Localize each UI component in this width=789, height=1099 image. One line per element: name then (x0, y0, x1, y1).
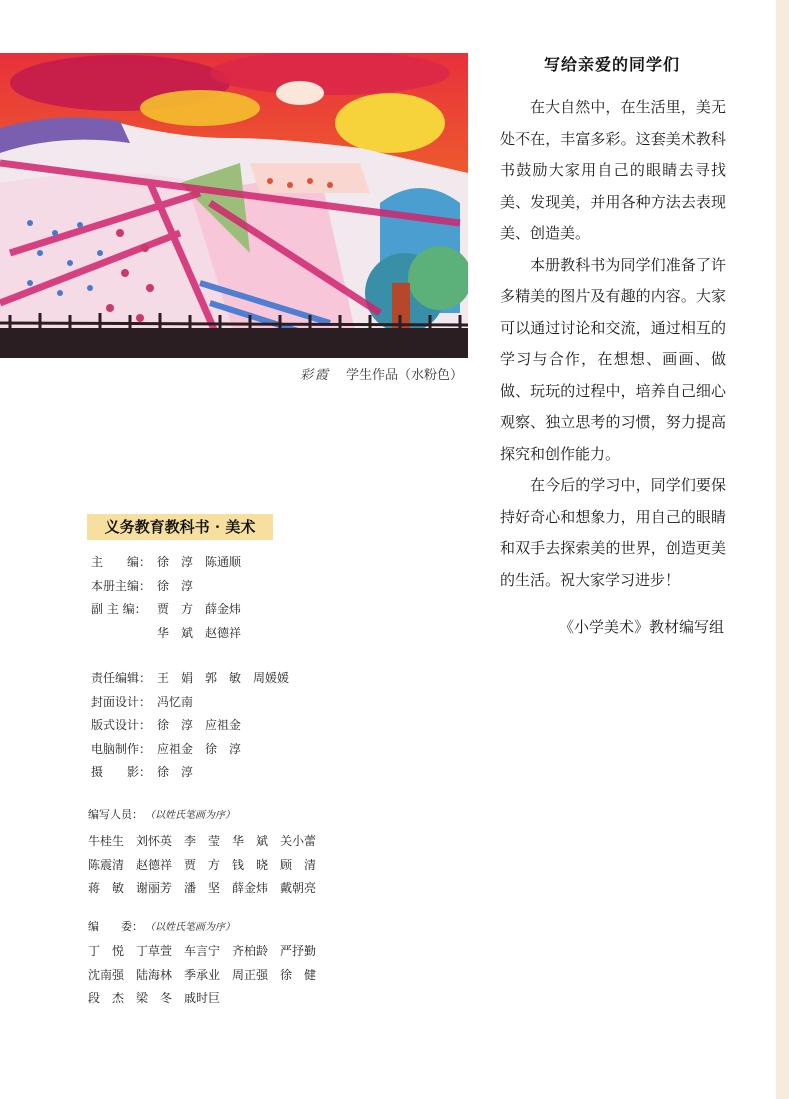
name-row (88, 830, 328, 854)
credit-names: 华 斌 赵德祥 (157, 625, 242, 640)
credit-names: 徐 淳 应祖金 (157, 718, 242, 732)
letter-title: 写给亲爱的同学们 (543, 55, 680, 74)
person-name: 段 杰 (88, 991, 125, 1005)
name-row (88, 940, 328, 964)
person-name: 顾 清 (280, 857, 317, 872)
person-name: 谢丽芳 (136, 881, 173, 895)
writers-label: 编写人员： (88, 808, 143, 821)
credit-row (91, 622, 241, 646)
credit-row (91, 714, 289, 738)
painting-note: 学生作品（水粉色） (346, 368, 464, 383)
committee-list (88, 940, 328, 1011)
person-name: 丁 悦 (88, 944, 125, 958)
person-name: 赵德祥 (136, 857, 173, 872)
committee-note: （以姓氏笔画为序） (145, 922, 235, 933)
painting-caption (300, 364, 470, 383)
name-row (88, 877, 328, 901)
student-painting (0, 53, 468, 358)
painting-artist: 彩霞 (300, 368, 331, 383)
person-name: 华 斌 (232, 834, 269, 848)
credit-names: 应祖金 徐 淳 (157, 741, 242, 756)
page-edge-strip (776, 0, 789, 1099)
credit-names: 贾 方 薛金炜 (157, 602, 242, 616)
credit-role: 摄 影： (91, 765, 152, 779)
name-row (88, 854, 328, 878)
person-name: 陈震清 (88, 857, 125, 872)
person-name: 蒋 敏 (88, 881, 125, 895)
person-name: 周正强 (232, 967, 269, 982)
person-name: 潘 坚 (184, 881, 221, 895)
credit-role (91, 622, 157, 646)
credit-row (91, 667, 289, 691)
writers-note: （以姓氏笔画为序） (145, 810, 235, 821)
name-row (88, 964, 328, 988)
credit-names: 王 娟 郭 敏 周媛媛 (157, 671, 290, 685)
credit-role: 版式设计： (91, 718, 152, 732)
credit-role: 封面设计： (91, 694, 152, 709)
name-row (88, 987, 328, 1011)
credit-row (91, 738, 289, 762)
production-group (91, 667, 289, 785)
letter-body (500, 92, 726, 596)
person-name: 李 莹 (184, 834, 221, 848)
editors-group (91, 551, 241, 645)
committee-heading (88, 918, 235, 934)
person-name: 齐柏龄 (232, 944, 269, 958)
book-title: 义务教育教科书 · 美术 (87, 514, 273, 540)
person-name: 季承业 (184, 967, 221, 982)
writers-heading (88, 806, 235, 822)
credit-row (91, 575, 241, 599)
credit-names: 徐 淳 (157, 765, 194, 779)
letter-paragraph: 在大自然中，在生活里，美无处不在，丰富多彩。这套美术教科书鼓励大家用自己的眼睛去寻找美、发现美，并用各种方法去表现美、创造美。 (500, 98, 726, 242)
person-name: 陆海林 (136, 967, 173, 982)
person-name: 丁草萱 (136, 944, 173, 958)
person-name: 牛桂生 (88, 834, 125, 848)
credit-names: 徐 淳 (157, 578, 194, 593)
person-name: 关小蕾 (280, 834, 317, 848)
credit-row (91, 551, 241, 575)
credit-names: 冯忆南 (157, 694, 194, 709)
credit-row (91, 761, 289, 785)
credit-role: 副 主 编： (91, 602, 147, 616)
writers-list (88, 830, 328, 901)
person-name: 梁 冬 (136, 991, 173, 1005)
person-name: 钱 晓 (232, 857, 269, 872)
person-name: 戴朝亮 (280, 881, 317, 895)
person-name: 戚时巨 (184, 991, 221, 1005)
person-name: 车言宁 (184, 944, 221, 958)
credit-row (91, 691, 289, 715)
letter-paragraph: 在今后的学习中，同学们要保持好奇心和想象力，用自己的眼睛和双手去探索美的世界，创造更美的生活。祝大家学习进步！ (500, 476, 726, 589)
person-name: 严抒勤 (280, 944, 317, 958)
credit-role: 本册主编： (91, 578, 152, 593)
letter-paragraph: 本册教科书为同学们准备了许多精美的图片及有趣的内容。大家可以通过讨论和交流，通过相互的学习与合作，在想想、画画、做做、玩玩的过程中，培养自己细心观察、独立思考的习惯，努力提高探究和创作能力。 (500, 255, 726, 463)
credit-role: 责任编辑： (91, 671, 152, 685)
credit-row (91, 598, 241, 622)
person-name: 沈南强 (88, 967, 125, 982)
letter-signature: 《小学美术》教材编写组 (558, 618, 724, 636)
credit-names: 徐 淳 陈通顺 (157, 555, 242, 569)
person-name: 徐 健 (280, 967, 317, 982)
person-name: 贾 方 (184, 857, 221, 872)
painting-image (0, 53, 468, 358)
credit-role: 电脑制作： (91, 741, 152, 756)
credit-role: 主 编： (91, 555, 152, 569)
person-name: 薛金炜 (232, 881, 269, 895)
committee-label: 编 委： (88, 920, 143, 933)
person-name: 刘怀英 (136, 834, 173, 848)
